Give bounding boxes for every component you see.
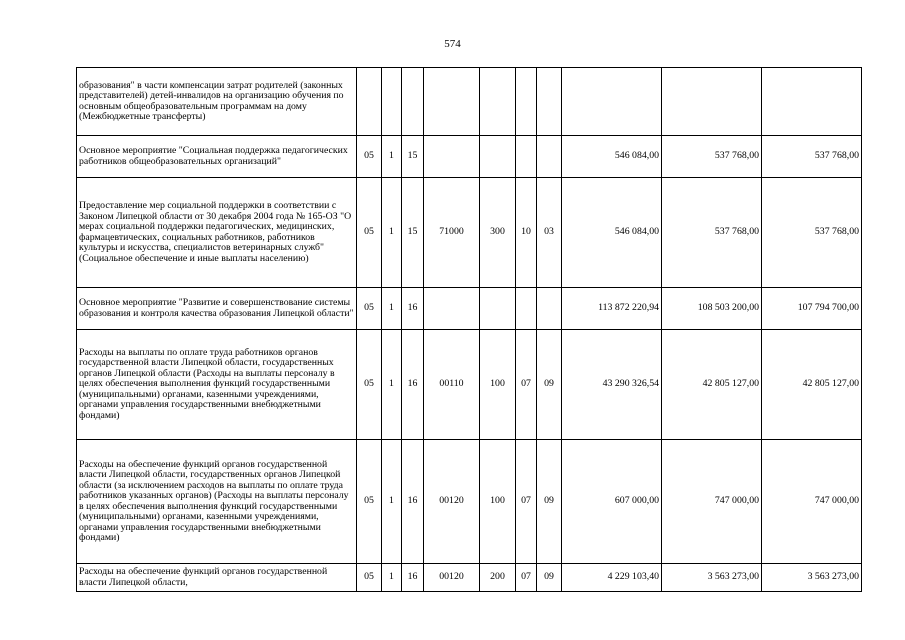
code-section: 07 — [516, 440, 537, 564]
code-expense-type: 100 — [480, 330, 516, 440]
amount-year-1: 607 000,00 — [562, 440, 662, 564]
code-section — [516, 288, 537, 330]
page-number: 574 — [444, 38, 461, 50]
code-ministry: 05 — [357, 564, 382, 592]
code-section: 07 — [516, 564, 537, 592]
code-expense-type: 200 — [480, 564, 516, 592]
code-expense-type — [480, 68, 516, 136]
amount-year-1: 4 229 103,40 — [562, 564, 662, 592]
code-program: 1 — [382, 178, 402, 288]
code-program: 1 — [382, 288, 402, 330]
row-description: образования" в части компенсации затрат родителей (законных представителей) детей-инвалидов на организацию обучения по основным общеобразовательным программам на дому (Межбюджетные трансферты) — [77, 68, 357, 136]
code-program: 1 — [382, 440, 402, 564]
code-main-activity: 15 — [402, 178, 424, 288]
table-row — [77, 136, 862, 178]
amount-year-1: 43 290 326,54 — [562, 330, 662, 440]
code-section: 07 — [516, 330, 537, 440]
code-program — [382, 68, 402, 136]
row-description: Предоставление мер социальной поддержки в соответствии с Законом Липецкой области от 30 декабря 2004 года № 165-ОЗ "О мерах социальной поддержки педагогических, медицинских, фармацевтических, социальных работников, работников культуры и искусства, специалистов ветеринарных служб" (Социальное обеспечение и иные выплаты населению) — [77, 178, 357, 288]
code-expense-type: 300 — [480, 178, 516, 288]
code-program: 1 — [382, 330, 402, 440]
code-subsection: 09 — [537, 330, 562, 440]
amount-year-2: 3 563 273,00 — [662, 564, 762, 592]
table-row — [77, 440, 862, 564]
row-description: Основное мероприятие "Развитие и совершенствование системы образования и контроля качества образования Липецкой области" — [77, 288, 357, 330]
row-description: Расходы на обеспечение функций органов государственной власти Липецкой области, — [77, 564, 357, 592]
code-subsection: 09 — [537, 440, 562, 564]
code-main-activity: 16 — [402, 440, 424, 564]
amount-year-3 — [762, 68, 862, 136]
code-main-activity: 16 — [402, 564, 424, 592]
code-expense-type — [480, 288, 516, 330]
code-subsection — [537, 288, 562, 330]
amount-year-3: 3 563 273,00 — [762, 564, 862, 592]
code-ministry: 05 — [357, 136, 382, 178]
amount-year-2: 747 000,00 — [662, 440, 762, 564]
amount-year-1: 546 084,00 — [562, 136, 662, 178]
code-direction: 00120 — [424, 564, 480, 592]
amount-year-3: 537 768,00 — [762, 136, 862, 178]
table-row — [77, 564, 862, 592]
amount-year-3: 107 794 700,00 — [762, 288, 862, 330]
row-description: Основное мероприятие "Социальная поддержка педагогических работников общеобразовательных организаций" — [77, 136, 357, 178]
code-section: 10 — [516, 178, 537, 288]
code-program: 1 — [382, 136, 402, 178]
amount-year-3: 747 000,00 — [762, 440, 862, 564]
code-main-activity: 15 — [402, 136, 424, 178]
table-row — [77, 288, 862, 330]
code-ministry — [357, 68, 382, 136]
amount-year-2: 42 805 127,00 — [662, 330, 762, 440]
table-row — [77, 68, 862, 136]
amount-year-3: 42 805 127,00 — [762, 330, 862, 440]
amount-year-2 — [662, 68, 762, 136]
amount-year-3: 537 768,00 — [762, 178, 862, 288]
code-direction: 00110 — [424, 330, 480, 440]
code-ministry: 05 — [357, 178, 382, 288]
amount-year-2: 537 768,00 — [662, 136, 762, 178]
amount-year-1 — [562, 68, 662, 136]
code-main-activity — [402, 68, 424, 136]
table-row — [77, 178, 862, 288]
code-main-activity: 16 — [402, 330, 424, 440]
code-section — [516, 68, 537, 136]
code-direction — [424, 136, 480, 178]
code-expense-type — [480, 136, 516, 178]
code-expense-type: 100 — [480, 440, 516, 564]
code-direction: 71000 — [424, 178, 480, 288]
code-ministry: 05 — [357, 330, 382, 440]
code-ministry: 05 — [357, 288, 382, 330]
row-description: Расходы на обеспечение функций органов государственной власти Липецкой области, государственных органов Липецкой области (за исключением расходов на выплаты по оплате труда работников указанных органов) (Расходы на выплаты персоналу в целях обеспечения выполнения функций государственными (муниципальными) органами, казенными учреждениями, органами управления государственными внебюджетными фондами) — [77, 440, 357, 564]
amount-year-2: 537 768,00 — [662, 178, 762, 288]
code-subsection — [537, 68, 562, 136]
code-subsection: 09 — [537, 564, 562, 592]
code-subsection — [537, 136, 562, 178]
code-direction: 00120 — [424, 440, 480, 564]
amount-year-1: 546 084,00 — [562, 178, 662, 288]
amount-year-1: 113 872 220,94 — [562, 288, 662, 330]
amount-year-2: 108 503 200,00 — [662, 288, 762, 330]
code-subsection: 03 — [537, 178, 562, 288]
code-section — [516, 136, 537, 178]
code-direction — [424, 288, 480, 330]
code-direction — [424, 68, 480, 136]
code-ministry: 05 — [357, 440, 382, 564]
code-program: 1 — [382, 564, 402, 592]
row-description: Расходы на выплаты по оплате труда работников органов государственной власти Липецкой области, государственных органов Липецкой области (Расходы на выплаты персоналу в целях обеспечения выполнения функций государственными (муниципальными) органами, казенными учреждениями, органами управления государственными внебюджетными фондами) — [77, 330, 357, 440]
table-row — [77, 330, 862, 440]
code-main-activity: 16 — [402, 288, 424, 330]
budget-table — [76, 67, 862, 592]
